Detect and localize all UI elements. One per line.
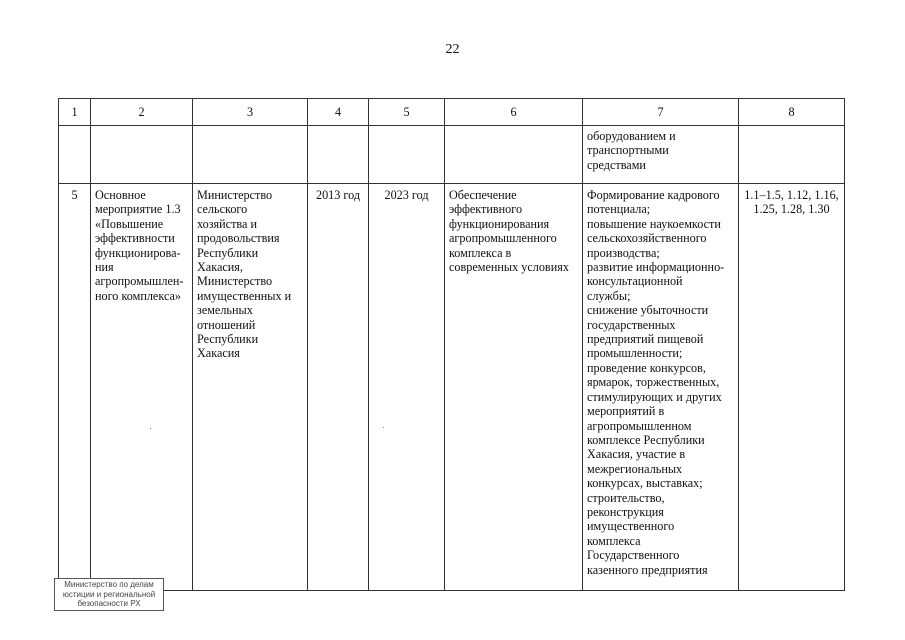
text-line: агропромышленного bbox=[449, 231, 557, 246]
stamp-line: Министерство по делам bbox=[64, 580, 154, 589]
directions-cell bbox=[583, 184, 739, 591]
text-line: ярмарок, торжественных, bbox=[587, 375, 720, 390]
column-number-4: 4 bbox=[308, 99, 369, 126]
cont-cell-8 bbox=[739, 126, 845, 184]
executor-cell bbox=[193, 184, 308, 591]
program-table bbox=[58, 98, 845, 591]
table-row bbox=[59, 184, 845, 591]
text-line: снижение убыточности bbox=[587, 303, 709, 318]
text-line: Государственного bbox=[587, 548, 680, 563]
scan-speck bbox=[150, 428, 151, 429]
column-number-row bbox=[59, 99, 845, 126]
text-line: ного комплекса» bbox=[95, 288, 182, 303]
text-line: Республики bbox=[197, 245, 259, 260]
text-line: сельскохозяйственного bbox=[587, 231, 707, 246]
column-number-7: 7 bbox=[583, 99, 739, 126]
text-line: 1.1–1.5, 1.12, 1.16, bbox=[744, 188, 839, 202]
text-line: конкурсах, выставках; bbox=[587, 476, 703, 491]
text-line: Хакасия, bbox=[197, 260, 243, 275]
text-line: Формирование кадрового bbox=[587, 188, 720, 202]
text-line: комплекса bbox=[587, 533, 641, 548]
text-line: транспортными bbox=[587, 143, 669, 158]
cont-cell-7 bbox=[583, 126, 739, 184]
start-year-cell: 2013 год bbox=[308, 184, 369, 591]
text-line: имущественных и bbox=[197, 288, 292, 303]
text-line: реконструкция bbox=[587, 504, 664, 519]
text-line: эффективности bbox=[95, 231, 175, 246]
continuation-row bbox=[59, 126, 845, 184]
text-line: развитие информационно- bbox=[587, 260, 725, 275]
text-line: Хакасия bbox=[197, 346, 240, 361]
text-line: строительство, bbox=[587, 490, 665, 505]
end-year-cell: 2023 год bbox=[369, 184, 445, 591]
text-line: Министерство bbox=[197, 188, 273, 202]
text-line: эффективного bbox=[449, 202, 523, 217]
registration-stamp bbox=[54, 578, 164, 611]
text-line: проведение конкурсов, bbox=[587, 360, 706, 375]
text-line: современных условиях bbox=[449, 260, 569, 275]
text-line: функционирования bbox=[449, 216, 550, 231]
text-line: государственных bbox=[587, 317, 676, 332]
column-number-3: 3 bbox=[193, 99, 308, 126]
text-line: Основное bbox=[95, 188, 146, 202]
text-line: оборудованием и bbox=[587, 129, 676, 143]
text-line: стимулирующих и других bbox=[587, 389, 722, 404]
text-line: «Повышение bbox=[95, 216, 164, 231]
column-number-1: 1 bbox=[59, 99, 91, 126]
text-line: повышение наукоемкости bbox=[587, 216, 721, 231]
text-line: промышленности; bbox=[587, 346, 683, 361]
cont-cell-3 bbox=[193, 126, 308, 184]
event-name-cell bbox=[91, 184, 193, 591]
text-line: производства; bbox=[587, 245, 660, 260]
column-number-2: 2 bbox=[91, 99, 193, 126]
text-line: 1.25, 1.28, 1.30 bbox=[753, 202, 830, 217]
text-line: консультационной bbox=[587, 274, 683, 289]
cont-cell-4 bbox=[308, 126, 369, 184]
text-line: отношений bbox=[197, 317, 256, 332]
text-line: комплекса в bbox=[449, 245, 512, 260]
text-line: сельского bbox=[197, 202, 248, 217]
text-line: Министерство bbox=[197, 274, 273, 289]
cont-cell-1 bbox=[59, 126, 91, 184]
text-line: межрегиональных bbox=[587, 461, 683, 476]
row-number: 5 bbox=[59, 184, 91, 591]
text-line: предприятий пищевой bbox=[587, 332, 704, 347]
text-line: Хакасия, участие в bbox=[587, 447, 686, 462]
cont-cell-5 bbox=[369, 126, 445, 184]
stamp-line: юстиции и региональной bbox=[62, 589, 156, 599]
text-line: средствами bbox=[587, 157, 646, 172]
column-number-6: 6 bbox=[445, 99, 583, 126]
page-number: 22 bbox=[445, 42, 460, 57]
text-line: ния bbox=[95, 260, 114, 275]
text-line: комплексе Республики bbox=[587, 432, 705, 447]
text-line: хозяйства и bbox=[197, 216, 257, 231]
text-line: Республики bbox=[197, 332, 259, 347]
text-line: имущественного bbox=[587, 519, 675, 534]
scan-speck bbox=[383, 427, 384, 428]
text-line: казенного предприятия bbox=[587, 562, 708, 577]
text-line: мероприятие 1.3 bbox=[95, 202, 181, 217]
stamp-line: безопасности РХ bbox=[77, 599, 141, 608]
text-line: земельных bbox=[197, 303, 253, 318]
text-line: функционирова- bbox=[95, 245, 181, 260]
text-line: службы; bbox=[587, 288, 631, 303]
cont-cell-6 bbox=[445, 126, 583, 184]
text-line: агропромышлен- bbox=[95, 274, 184, 289]
column-number-5: 5 bbox=[369, 99, 445, 126]
expected-result-cell bbox=[445, 184, 583, 591]
text-line: Обеспечение bbox=[449, 188, 517, 202]
column-number-8: 8 bbox=[739, 99, 845, 126]
text-line: мероприятий в bbox=[587, 404, 665, 419]
text-line: продовольствия bbox=[197, 231, 280, 246]
cont-cell-2 bbox=[91, 126, 193, 184]
indicators-cell bbox=[739, 184, 845, 591]
text-line: агропромышленном bbox=[587, 418, 692, 433]
text-line: потенциала; bbox=[587, 202, 651, 217]
